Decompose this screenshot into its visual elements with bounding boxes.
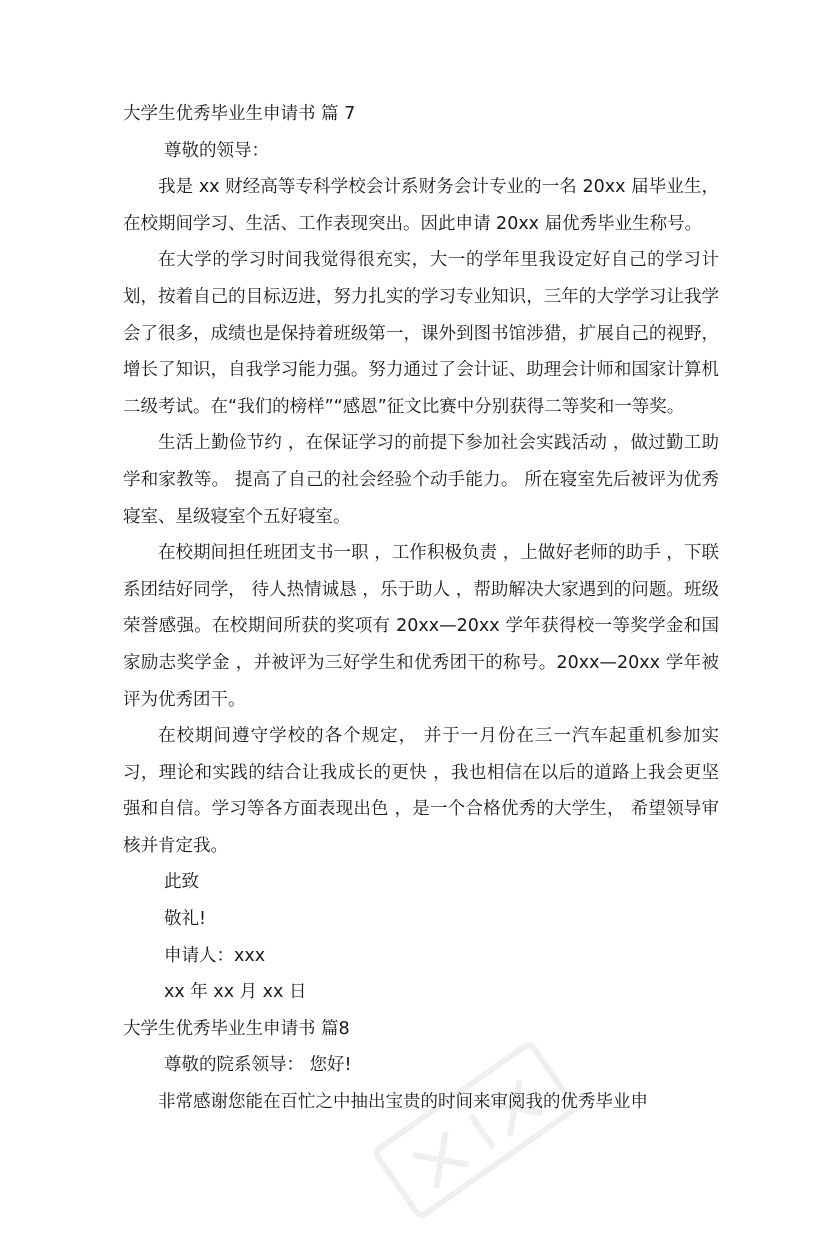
paragraph: 在校期间遵守学校的各个规定， 并于一月份在三一汽车起重机参加实习，理论和实践的结合让我成长的更快 ，我也相信在以后的道路上我会更坚强和自信。学习等各方面表现出色 ，是一个合格优秀的大学生， 希望领导审核并肯定我。	[123, 726, 719, 856]
applicant-line: 申请人：xxx	[164, 945, 266, 966]
regards-line: 敬礼!	[164, 909, 207, 930]
paragraph: 生活上勤俭节约 ，在保证学习的前提下参加社会实践活动 ，做过勤工助学和家教等。 提高了自己的社会经验个动手能力。 所在寝室先后被评为优秀寝室、星级寝室个五好寝室。	[123, 433, 719, 527]
paragraph: 在大学的学习时间我觉得很充实，大一的学年里我设定好自己的学习计划，按着自己的目标迈进，努力扎实的学习专业知识，三年的大学学习让我学会了很多，成绩也是保持着班级第一，课外到图书馆涉猎，扩展自己的视野，增长了知识，自我学习能力强。努力通过了会计证、助理会计师和国家计算机二级考试。在“我们的榜样”“感恩”征文比赛中分别获得二等奖和一等奖。	[123, 250, 719, 417]
paragraph: 我是 xx 财经高等专科学校会计系财务会计专业的一名 20xx 届毕业生，在校期间学习、生活、工作表现突出。因此申请 20xx 届优秀毕业生称号。	[123, 177, 719, 234]
paragraph: 在校期间担任班团支书一职 ，工作积极负责 ，上做好老师的助手 ，下联系团结好同学， 待人热情诚恳 ，乐于助人 ，帮助解决大家遇到的问题。班级荣誉感强。在校期间所获的奖项有 20xx—20xx 学年获得校一等奖学金和国家励志奖学金 ，并被评为三好学生和优秀团干的称号。20xx—20xx 学年被评为优秀团干。	[123, 543, 719, 710]
paragraph: 非常感谢您能在百忙之中抽出宝贵的时间来审阅我的优秀毕业申	[158, 1092, 648, 1113]
date-line: xx 年 xx 月 xx 日	[164, 982, 307, 1003]
document-body	[123, 96, 719, 1121]
salutation-7: 尊敬的领导：	[164, 140, 269, 161]
section-title-8: 大学生优秀毕业生申请书 篇8	[123, 1018, 350, 1039]
section-title-7: 大学生优秀毕业生申请书 篇 7	[123, 104, 356, 124]
closing-line: 此致	[164, 872, 199, 893]
salutation-8: 尊敬的院系领导： 您好!	[164, 1055, 352, 1076]
